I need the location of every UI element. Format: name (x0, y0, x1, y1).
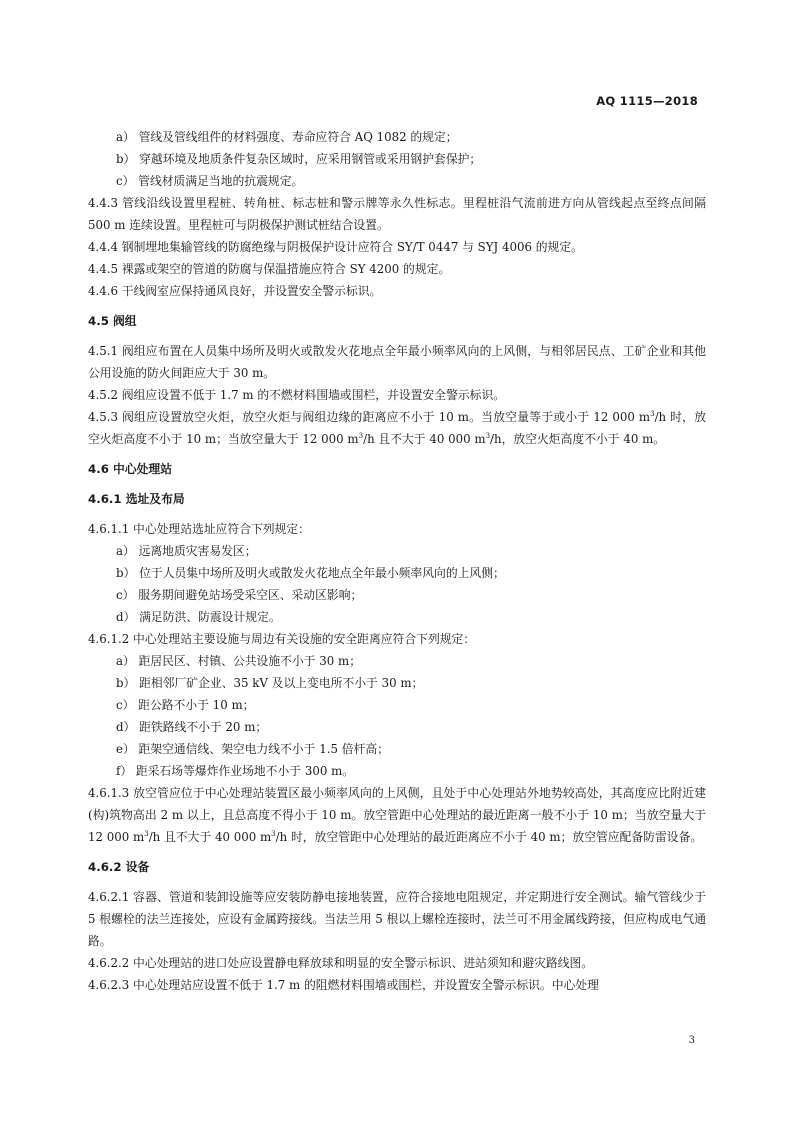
clause-text: 4.5.3 阀组应设置放空火炬，放空火炬与阀组边缘的距离应不小于 10 m。当放空量等于或小于 12 000 m (88, 410, 651, 424)
superscript: 3 (144, 830, 149, 839)
clause-4-4-6: 4.4.6 干线阀室应保持通风良好，并设置安全警示标识。 (88, 284, 382, 298)
section-heading-4-6-2: 4.6.2 设备 (88, 860, 150, 874)
clause-4-6-1-3 (88, 782, 706, 848)
section-heading-4-5: 4.5 阀组 (88, 314, 137, 328)
clause-text: /h 且不大于 40 000 m (148, 830, 272, 844)
list-item: d） 距铁路线不小于 20 m； (116, 720, 268, 734)
document-code: AQ 1115—2018 (596, 94, 698, 108)
list-item: b） 位于人员集中场所及明火或散发火花地点全年最小频率风向的上风侧； (116, 566, 505, 580)
clause-4-6-2-2: 4.6.2.2 中心处理站的进口处应设置静电释放球和明显的安全警示标识、进站须知和避灾路线图。 (88, 956, 594, 970)
list-item: c） 服务期间避免站场受采空区、采动区影响； (116, 588, 363, 602)
superscript: 3 (485, 432, 491, 441)
list-item: d） 满足防洪、防震设计规定。 (116, 610, 281, 624)
clause-4-6-2-1: 4.6.2.1 容器、管道和装卸设施等应安装防静电接地装置，应符合接地电阻规定，并定期进行安全测试。输气管线少于 5 根螺栓的法兰连接处，应设有金属跨接线。当法兰用 5 根以上螺栓连接时，法兰可不用金属线跨接，但应构成电气通路。 (88, 890, 706, 948)
list-item: c） 管线材质满足当地的抗震规定。 (116, 174, 304, 188)
clause-4-4-3: 4.4.3 管线沿线设置里程桩、转角桩、标志桩和警示牌等永久性标志。里程桩沿气流前进方向从管线起点至终点间隔 500 m 连续设置。里程桩可与阴极保护测试桩结合设置。 (88, 196, 706, 232)
list-item: b） 穿越环境及地质条件复杂区域时，应采用钢管或采用钢护套保护； (116, 152, 482, 166)
clause-4-4-5: 4.4.5 裸露或架空的管道的防腐与保温措施应符合 SY 4200 的规定。 (88, 262, 451, 276)
list-item: c） 距公路不小于 10 m； (116, 698, 255, 712)
clause-4-6-1-2: 4.6.1.2 中心处理站主要设施与周边有关设施的安全距离应符合下列规定： (88, 632, 476, 646)
clause-4-6-2-3: 4.6.2.3 中心处理站应设置不低于 1.7 m 的阻燃材料围墙或围栏，并设置安全警示标识。中心处理 (88, 978, 599, 992)
superscript: 3 (650, 410, 655, 419)
list-item: a） 远离地质灾害易发区； (116, 544, 257, 558)
superscript: 3 (271, 830, 276, 839)
clause-4-5-2: 4.5.2 阀组应设置不低于 1.7 m 的不燃材料围墙或围栏，并设置安全警示标识。 (88, 388, 506, 402)
clause-text: /h 时，放空管距中心处理站的最近距离应不小于 40 m；放空管应配备防雷设备。 (275, 830, 703, 844)
clause-4-5-1: 4.5.1 阀组应布置在人员集中场所及明火或散发火花地点全年最小频率风向的上风侧，与相邻居民点、工矿企业和其他公用设施的防火间距应大于 30 m。 (88, 344, 706, 380)
list-item: a） 距居民区、村镇、公共设施不小于 30 m； (116, 654, 362, 668)
clause-4-6-1-1: 4.6.1.1 中心处理站选址应符合下列规定： (88, 522, 310, 536)
section-heading-4-6-1: 4.6.1 选址及布局 (88, 492, 185, 506)
superscript: 3 (358, 432, 364, 441)
list-item: b） 距相邻厂矿企业、35 kV 及以上变电所不小于 30 m； (116, 676, 424, 690)
clause-text: /h 且不大于 40 000 m (363, 432, 486, 446)
document-body (88, 126, 706, 996)
list-item: a） 管线及管线组件的材料强度、寿命应符合 AQ 1082 的规定； (116, 130, 458, 144)
section-heading-4-6: 4.6 中心处理站 (88, 462, 172, 476)
page-number: 3 (688, 1035, 695, 1046)
clause-4-4-4: 4.4.4 钢制埋地集输管线的防腐绝缘与阴极保护设计应符合 SY/T 0447 与 SYJ 4006 的规定。 (88, 240, 583, 254)
clause-text: 4.6.1.3 放空管应位于中心处理站装置区最小频率风向的上风侧，且处于中心处理站外地势较高处，其高度应比附近建(构)筑物高出 2 m 以上，且总高度不得小于 10 m。放空管距中心处理站的最近距离一般不小于 10 m；当放空量大于 12 000 m (88, 786, 706, 844)
list-item: e） 距架空通信线、架空电力线不小于 1.5 倍杆高； (116, 742, 389, 756)
clause-text: /h 时，放空火炬高度不小于 10 m；当放空量大于 12 000 m (88, 410, 706, 446)
clause-4-5-3 (88, 406, 706, 450)
list-item: f） 距采石场等爆炸作业场地不小于 300 m。 (116, 764, 355, 778)
clause-text: /h，放空火炬高度不小于 40 m。 (490, 432, 666, 446)
